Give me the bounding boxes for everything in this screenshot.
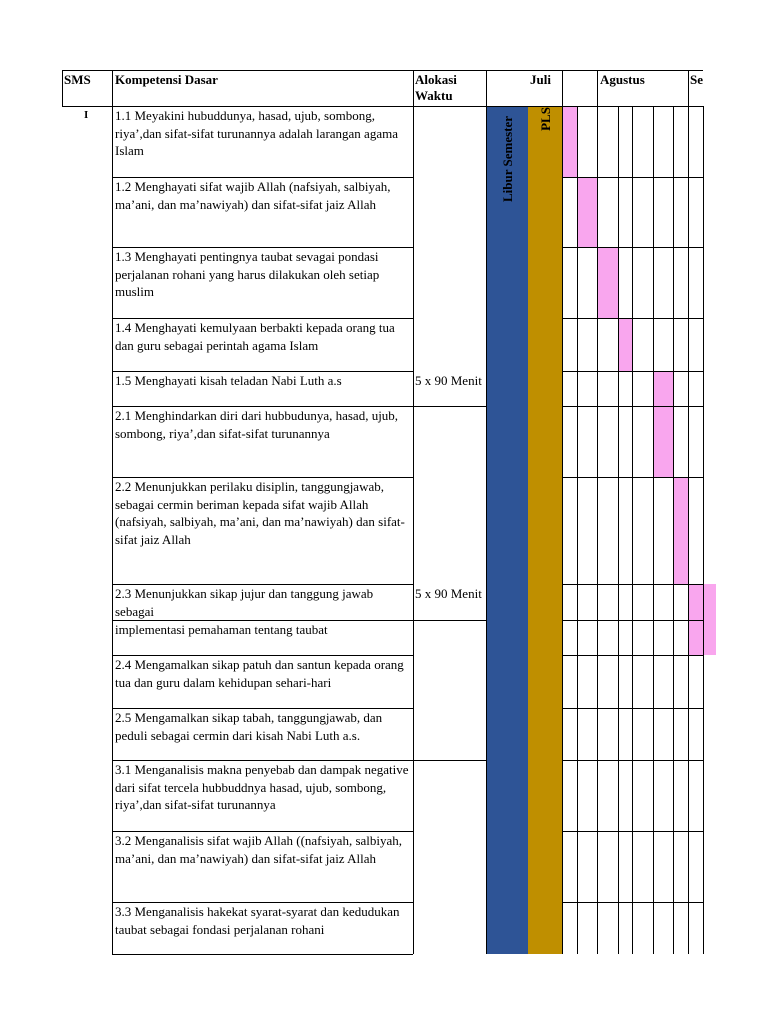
table-top-border	[62, 70, 703, 71]
pls-label: PLS	[538, 107, 553, 131]
sms-left-border	[62, 70, 63, 106]
kd-row-text: 1.2 Menghayati sifat wajib Allah (nafsiyah, salbiyah, ma’ani, dan ma’nawiyah) dan sifat-sifat jaiz Allah	[115, 179, 391, 212]
kd-row-text: 2.3 Menunjukkan sikap jujur dan tanggung jawab sebagai	[115, 586, 374, 619]
alokasi-line	[413, 406, 486, 407]
kd-row-line	[112, 954, 413, 955]
libur-semester-band	[486, 106, 528, 954]
semester-label: I	[84, 109, 89, 121]
kd-row-text: 2.5 Mengamalkan sikap tabah, tanggungjawab, dan peduli sebagai cermin dari kisah Nabi Luth a.s.	[115, 710, 383, 743]
schedule-mark	[618, 318, 632, 371]
kd-row-text: implementasi pemahaman tentang taubat	[115, 622, 328, 637]
grid-col-line	[597, 106, 598, 954]
kd-row-text: 3.1 Menganalisis makna penyebab dan dampak negative dari sifat tercela hubbuddnya hasad, ujub, sombong, riya’,dan sifat-sifat turunannya	[115, 762, 409, 812]
kd-row-text: 3.3 Menganalisis hakekat syarat-syarat dan kedudukan taubat sebagai fondasi perjalanan rohani	[115, 904, 400, 937]
header-alokasi-waktu: Alokasi Waktu	[415, 72, 457, 103]
schedule-mark	[577, 177, 597, 247]
libur-semester-label: Libur Semester	[500, 115, 515, 203]
kd-row-text: 1.4 Menghayati kemulyaan berbakti kepada orang tua dan guru sebagai perintah agama Islam	[115, 320, 395, 353]
month-divider	[597, 70, 598, 106]
month-divider	[688, 70, 689, 106]
kd-row-text: 2.4 Mengamalkan sikap patuh dan santun kepada orang tua dan guru dalam kehidupan sehari-hari	[115, 657, 404, 690]
kd-row-text: 2.2 Menunjukkan perilaku disiplin, tanggungjawab, sebagai cermin beriman kepada sifat wajib Allah (nafsiyah, salbiyah, ma’ani, dan ma’nawiyah) dan sifat-sifat jaiz Allah	[115, 479, 405, 547]
grid-col-line	[703, 106, 704, 954]
schedule-mark	[673, 477, 688, 584]
grid-col-line	[562, 106, 563, 954]
alokasi-line	[413, 620, 486, 621]
alokasi-value: 5 x 90 Menit	[415, 586, 482, 601]
pls-band	[528, 106, 562, 954]
schedule-mark	[562, 106, 577, 177]
grid-col-line	[577, 106, 578, 954]
kd-row-text: 3.2 Menganalisis sifat wajib Allah ((nafsiyah, salbiyah, ma’ani, dan ma’nawiyah) dan sifat-sifat jaiz Allah	[115, 833, 403, 866]
header-month-agustus: Agustus	[600, 72, 645, 87]
kd-left-border	[112, 70, 113, 954]
header-month-september: Se	[690, 72, 703, 87]
kd-row-text: 1.5 Menghayati kisah teladan Nabi Luth a.s	[115, 373, 342, 388]
grid-col-line	[688, 106, 689, 954]
kd-row-text: 1.1 Meyakini hubuddunya, hasad, ujub, sombong, riya’,dan sifat-sifat turunannya adalah larangan agama Islam	[115, 108, 398, 158]
alokasi-line	[413, 760, 486, 761]
schedule-mark	[597, 247, 618, 318]
schedule-mark	[653, 371, 673, 477]
grid-col-line	[673, 106, 674, 954]
grid-col-line	[618, 106, 619, 954]
header-kompetensi-dasar: Kompetensi Dasar	[115, 72, 218, 87]
header-sms: SMS	[64, 72, 91, 87]
kd-row-text: 2.1 Menghindarkan diri dari hubbudunya, hasad, ujub, sombong, riya’,dan sifat-sifat turunannya	[115, 408, 399, 441]
grid-col-line	[632, 106, 633, 954]
alokasi-value: 5 x 90 Menit	[415, 373, 482, 388]
kd-right-border	[413, 70, 414, 954]
grid-col-line	[653, 106, 654, 954]
alokasi-right-border	[486, 70, 487, 954]
header-month-juli: Juli	[530, 72, 551, 87]
month-divider-juli	[562, 70, 563, 106]
kd-row-text: 1.3 Menghayati pentingnya taubat sevagai pondasi perjalanan rohani yang harus dilakukan oleh setiap muslim	[115, 249, 380, 299]
